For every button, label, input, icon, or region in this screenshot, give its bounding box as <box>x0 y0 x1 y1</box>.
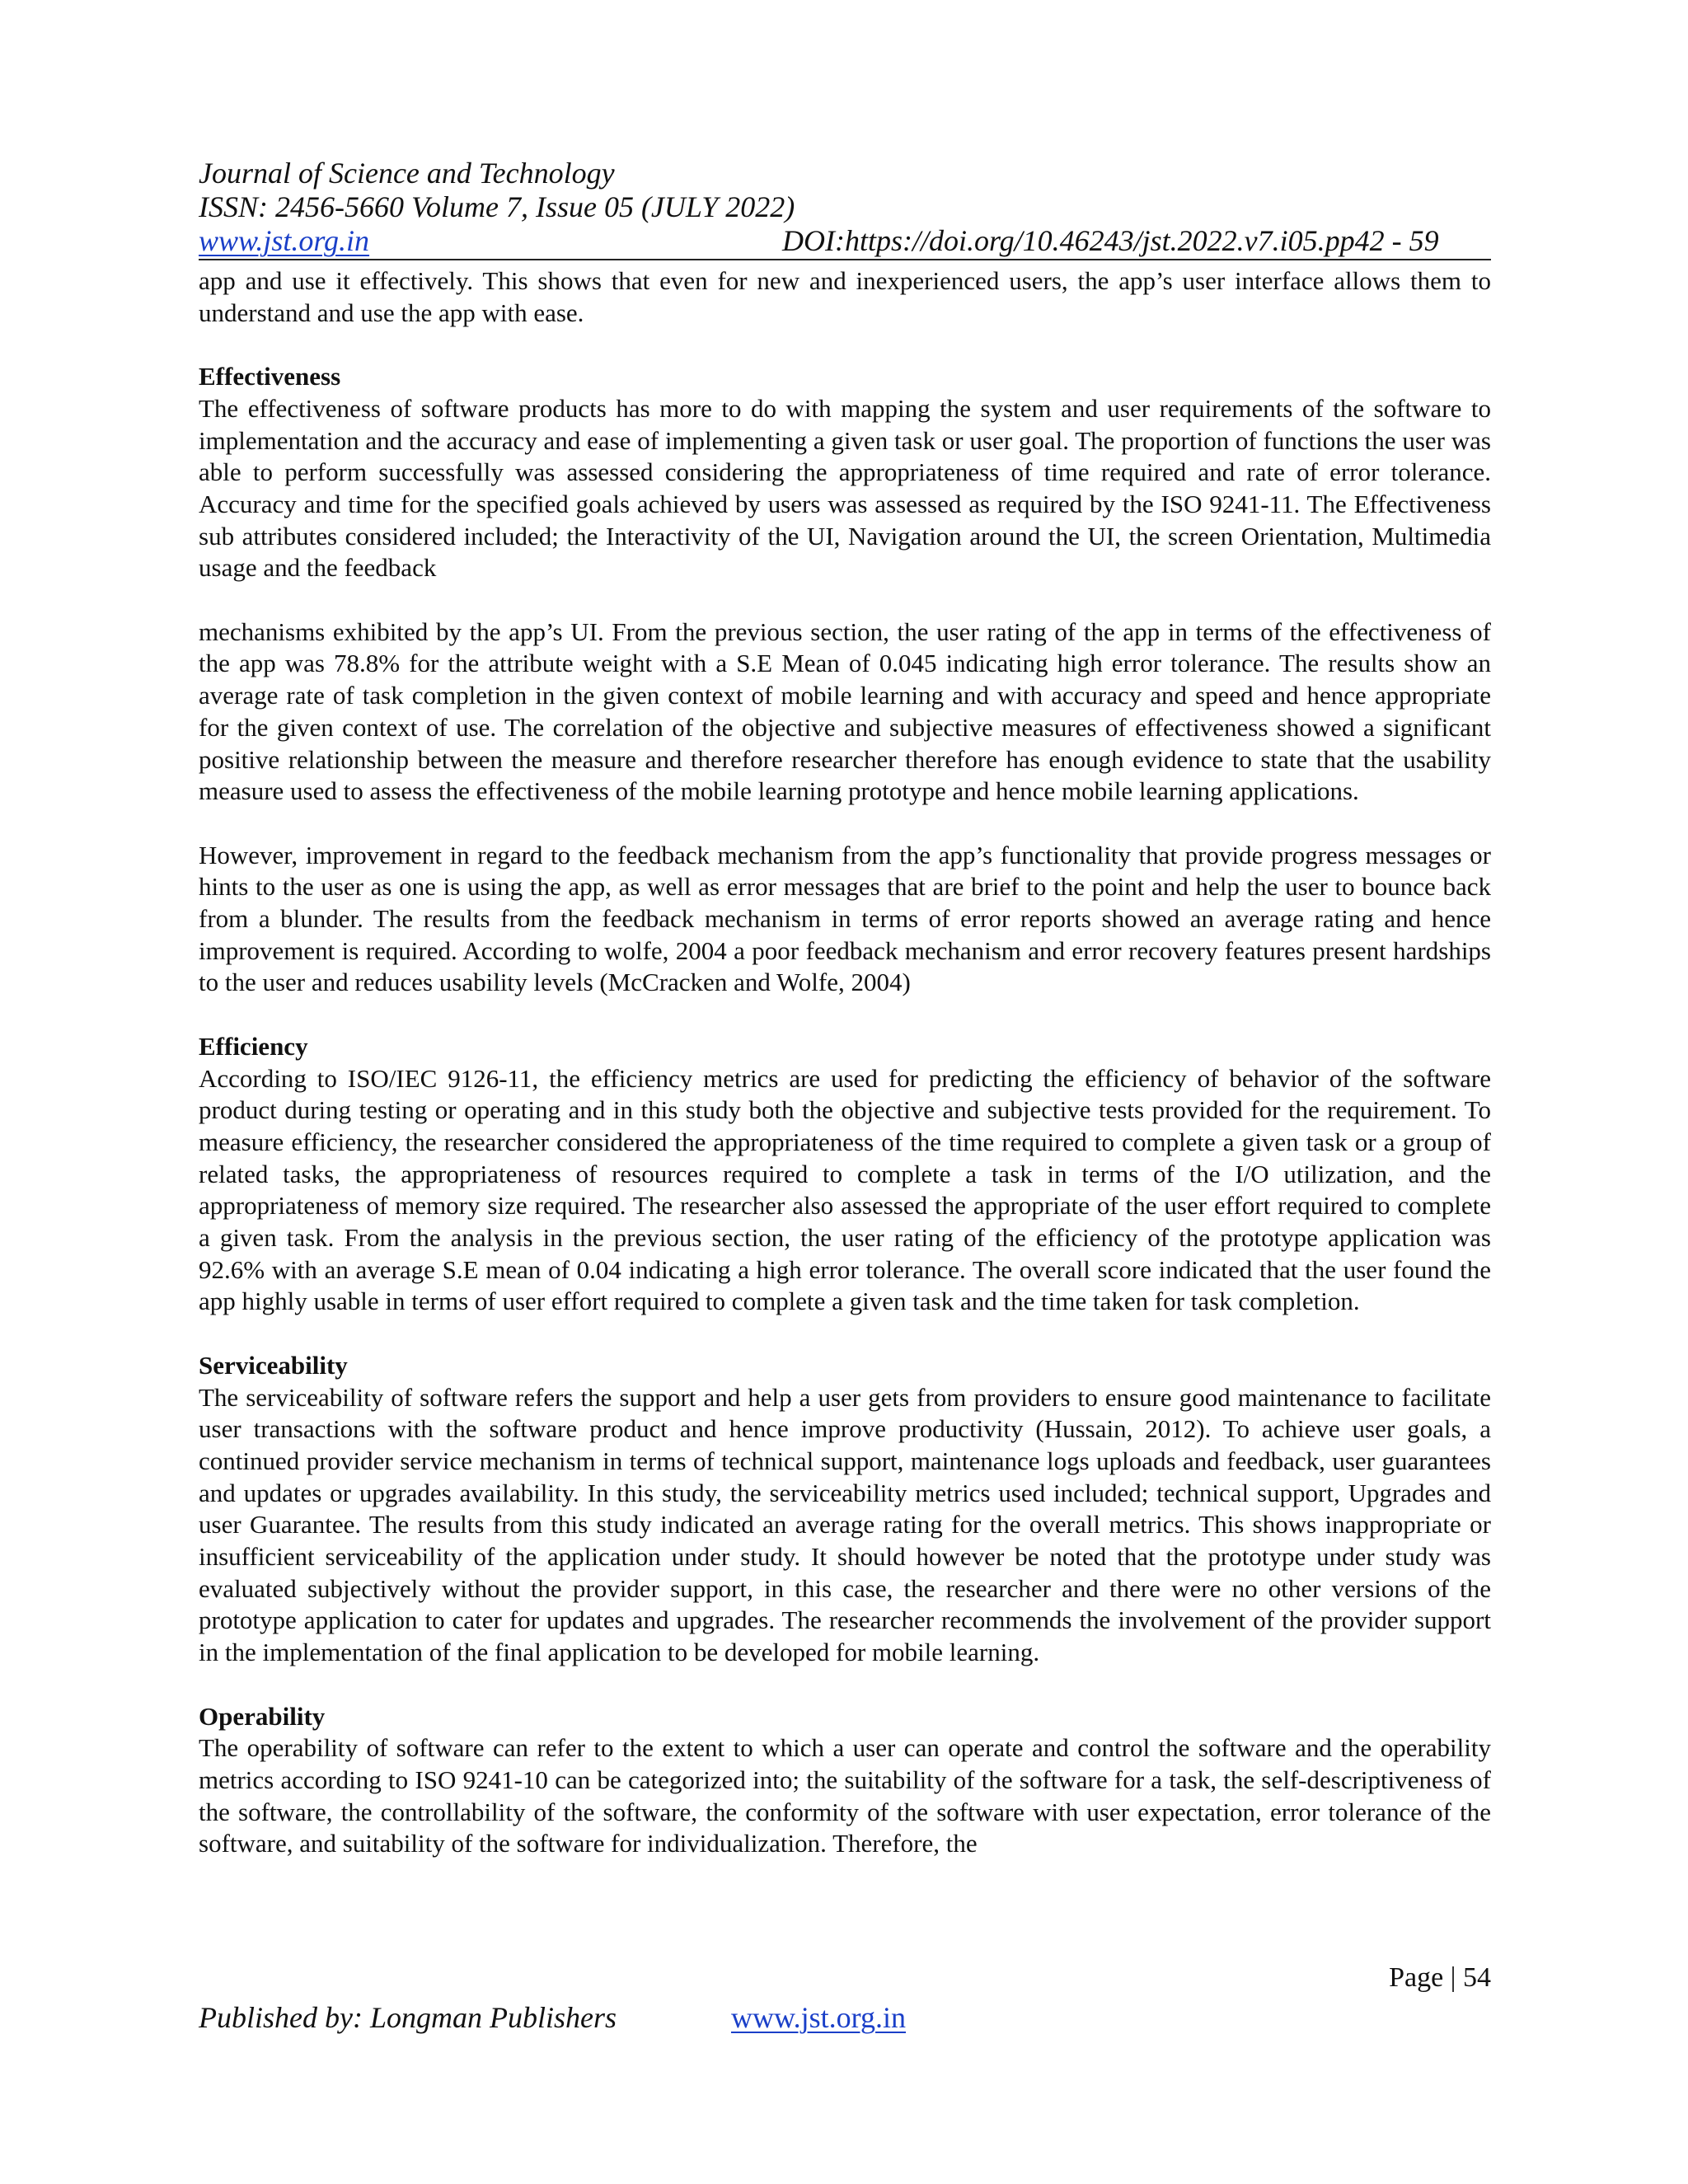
header-website-link[interactable]: www.jst.org.in <box>199 224 370 257</box>
effectiveness-paragraph-3: However, improvement in regard to the feedback mechanism from the app’s functionality that provide progress messages or hints to the user as one is using the app, as well as error messages that are brief to the point and help the user to bounce back from a blunder. The results from the feedback mechanism in terms of error reports showed an average rating and hence improvement is required. According to wolfe, 2004 a poor feedback mechanism and error recovery features present hardships to the user and reduces usability levels (McCracken and Wolfe, 2004) <box>199 840 1491 997</box>
operability-paragraph: The operability of software can refer to the extent to which a user can operate and control the software and the operability metrics according to ISO 9241-10 can be categorized into; the suitability of the software for a task, the self-descriptiveness of the software, the controllability of the software, the conformity of the software with user expectation, error tolerance of the software, and suitability of the software for individualization. Therefore, the <box>199 1733 1491 1858</box>
page-header <box>199 157 1491 260</box>
journal-title: Journal of Science and Technology <box>199 157 615 190</box>
footer-publisher: Published by: Longman Publishers <box>199 2001 617 2034</box>
section-heading-effectiveness: Effectiveness <box>199 362 341 391</box>
journal-issn: ISSN: 2456-5660 Volume 7, Issue 05 (JULY 2022) <box>199 190 795 223</box>
page-number: Page | 54 <box>1389 1962 1491 1993</box>
efficiency-paragraph: According to ISO/IEC 9126-11, the efficiency metrics are used for predicting the efficiency of behavior of the software product during testing or operating and in this study both the objective and subjective tests provided for the requirement. To measure efficiency, the researcher considered the appropriateness of the time required to complete a given task or a group of related tasks, the appropriateness of resources required to complete a task in terms of the I/O utilization, and the appropriateness of memory size required. The researcher also assessed the appropriate of the user effort required to complete a given task. From the analysis in the previous section, the user rating of the efficiency of the prototype application was 92.6% with an average S.E mean of 0.04 indicating a high error tolerance. The overall score indicated that the user found the app highly usable in terms of user effort required to complete a given task and the time taken for task completion. <box>199 1063 1491 1316</box>
header-doi: DOI:https://doi.org/10.46243/jst.2022.v7.i05.pp42 - 59 <box>782 224 1439 257</box>
article-body <box>199 265 1491 1860</box>
header-link-row <box>199 224 1491 260</box>
effectiveness-paragraph-2: mechanisms exhibited by the app’s UI. From the previous section, the user rating of the app in terms of the effectiveness of the app was 78.8% for the attribute weight with a S.E Mean of 0.045 indicating high error tolerance. The results show an average rate of task completion in the given context of mobile learning and with accuracy and speed and hence appropriate for the given context of use. The correlation of the objective and subjective measures of effectiveness showed a significant positive relationship between the measure and therefore researcher therefore has enough evidence to state that the usability measure used to assess the effectiveness of the mobile learning prototype and hence mobile learning applications. <box>199 616 1491 806</box>
effectiveness-paragraph-1: The effectiveness of software products has more to do with mapping the system and user requirements of the software to implementation and the accuracy and ease of implementing a given task or user goal. The proportion of functions the user was able to perform successfully was assessed considering the appropriateness of time required and rate of error tolerance. Accuracy and time for the specified goals achieved by users was assessed as required by the ISO 9241-11. The Effectiveness sub attributes considered included; the Interactivity of the UI, Navigation around the UI, the screen Orientation, Multimedia usage and the feedback <box>199 393 1491 583</box>
serviceability-paragraph: The serviceability of software refers the support and help a user gets from providers to ensure good maintenance to facilitate user transactions with the software product and hence improve productivity (Hussain, 2012). To achieve user goals, a continued provider service mechanism in terms of technical support, maintenance logs uploads and feedback, user guarantees and updates or upgrades availability. In this study, the serviceability metrics used included; technical support, Upgrades and user Guarantee. The results from this study indicated an average rating for the overall metrics. This shows inappropriate or insufficient serviceability of the application under study. It should however be noted that the prototype under study was evaluated subjectively without the provider support, in this case, the researcher and there were no other versions of the prototype application to cater for updates and upgrades. The researcher recommends the involvement of the provider support in the implementation of the final application to be developed for mobile learning. <box>199 1382 1491 1667</box>
intro-paragraph: app and use it effectively. This shows that even for new and inexperienced users, the app’s user interface allows them to understand and use the app with ease. <box>199 266 1491 327</box>
section-heading-operability: Operability <box>199 1701 326 1731</box>
section-heading-efficiency: Efficiency <box>199 1031 308 1061</box>
section-heading-serviceability: Serviceability <box>199 1350 348 1380</box>
footer-website-link[interactable]: www.jst.org.in <box>731 2001 907 2034</box>
